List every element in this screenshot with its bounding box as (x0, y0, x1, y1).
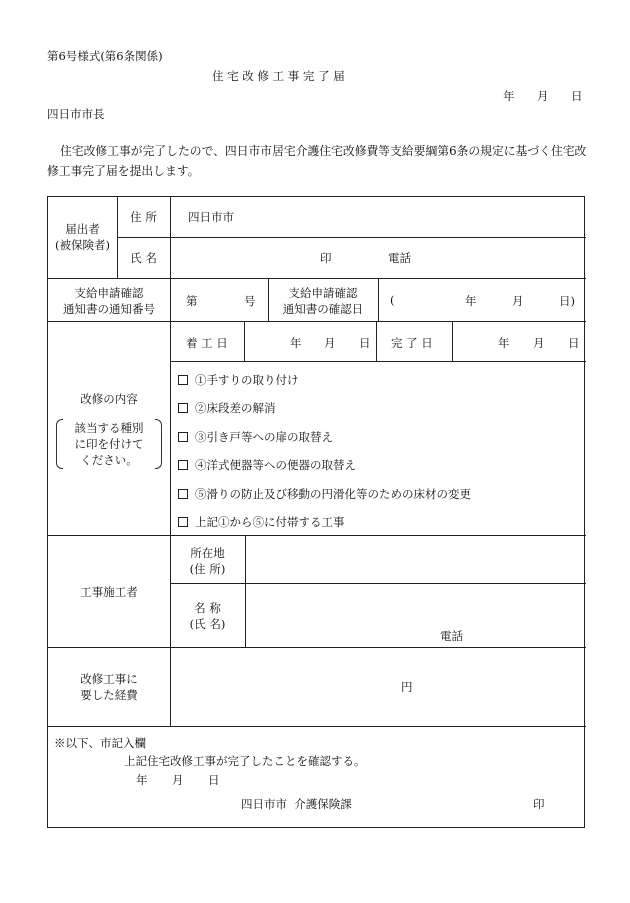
divider (48, 535, 586, 536)
page-title: 住 宅 改 修 工 事 完 了 届 (212, 69, 345, 83)
notice-date-month: 月 (512, 294, 524, 308)
renovation-item-4[interactable]: ④洋式便器等への便器の取替え (178, 457, 356, 473)
end-date-year: 年 (498, 336, 510, 350)
header-date-year: 年 (503, 89, 515, 103)
address-value[interactable]: 四日市市 (188, 210, 234, 224)
end-date-day: 日 (568, 336, 580, 350)
start-date-day: 日 (359, 336, 371, 350)
renovation-item-2[interactable]: ②床段差の解消 (178, 400, 276, 416)
start-date-month: 月 (324, 336, 336, 350)
checkbox[interactable] (178, 489, 188, 499)
end-date-label: 完 了 日 (391, 336, 433, 350)
renovation-item-1[interactable]: ①手すりの取り付け (178, 372, 299, 388)
notice-number-label: 支給申請確認 通知書の通知番号 (63, 286, 155, 316)
notice-date-day: 日) (559, 294, 575, 308)
statement-line-2: 修工事完了届を提出します。 (47, 164, 200, 178)
cost-label: 改修工事に 要した経費 (80, 672, 138, 702)
header-date-day: 日 (571, 89, 583, 103)
divider (452, 321, 453, 361)
office-date-day: 日 (208, 773, 220, 787)
renovation-item-5[interactable]: ⑤滑りの防止及び移動の円滑化等のための床材の変更 (178, 486, 471, 502)
divider (117, 237, 586, 238)
address-label: 住 所 (130, 210, 157, 224)
form-number: 第6号様式(第6条関係) (47, 49, 163, 63)
divider (48, 647, 586, 648)
notice-number-prefix: 第 (186, 294, 198, 308)
divider (376, 321, 377, 361)
checkbox[interactable] (178, 432, 188, 442)
contractor-name-label: 名 称 (氏 名) (189, 601, 226, 631)
header-date-month: 月 (537, 89, 549, 103)
renovation-note: 該当する種別 に印を付けて ください。 (56, 419, 162, 469)
checkbox[interactable] (178, 375, 188, 385)
divider (48, 726, 586, 727)
start-date-year: 年 (290, 336, 302, 350)
office-use-heading: ※以下、市記入欄 (54, 736, 146, 750)
divider (170, 197, 171, 726)
divider (170, 583, 586, 584)
notice-date-label: 支給申請確認 通知書の確認日 (282, 286, 364, 316)
renovation-item-3[interactable]: ③引き戸等への扉の取替え (178, 429, 333, 445)
notice-date-year: 年 (465, 294, 477, 308)
divider (245, 535, 246, 647)
addressee: 四日市市長 (47, 107, 105, 121)
office-date-month: 月 (172, 773, 184, 787)
checkbox[interactable] (178, 460, 188, 470)
notice-number-suffix: 号 (244, 294, 256, 308)
end-date-month: 月 (533, 336, 545, 350)
notice-date-open: ( (390, 293, 395, 307)
divider (244, 321, 245, 361)
completion-form-table (47, 196, 585, 828)
checkbox[interactable] (178, 403, 188, 413)
divider (48, 278, 586, 279)
start-date-label: 着 工 日 (186, 336, 228, 350)
applicant-label: 届出者 (被保険者) (55, 222, 110, 252)
cost-unit: 円 (401, 680, 413, 694)
statement-line-1: 住宅改修工事が完了したので、四日市市居宅介護住宅改修費等支給要綱第6条の規定に基づく住宅改 (60, 144, 587, 158)
name-label: 氏 名 (130, 251, 157, 265)
contractor-location-label: 所在地 (住 所) (189, 546, 226, 576)
renovation-item-6[interactable]: 上記①から⑤に付帯する工事 (178, 514, 345, 530)
office-seal: 印 (533, 797, 545, 811)
divider (170, 361, 586, 362)
office-confirm-text: 上記住宅改修工事が完了したことを確認する。 (124, 754, 366, 768)
office-date-year: 年 (136, 773, 148, 787)
applicant-phone-label: 電話 (388, 251, 411, 265)
divider (48, 321, 586, 322)
applicant-seal: 印 (320, 251, 332, 265)
office-department: 四日市市 介護保険課 (241, 797, 352, 811)
divider (378, 278, 379, 321)
contractor-label: 工事施工者 (80, 585, 138, 599)
contractor-phone-label: 電話 (440, 629, 463, 643)
renovation-label: 改修の内容 (80, 392, 138, 406)
checkbox[interactable] (178, 517, 188, 527)
